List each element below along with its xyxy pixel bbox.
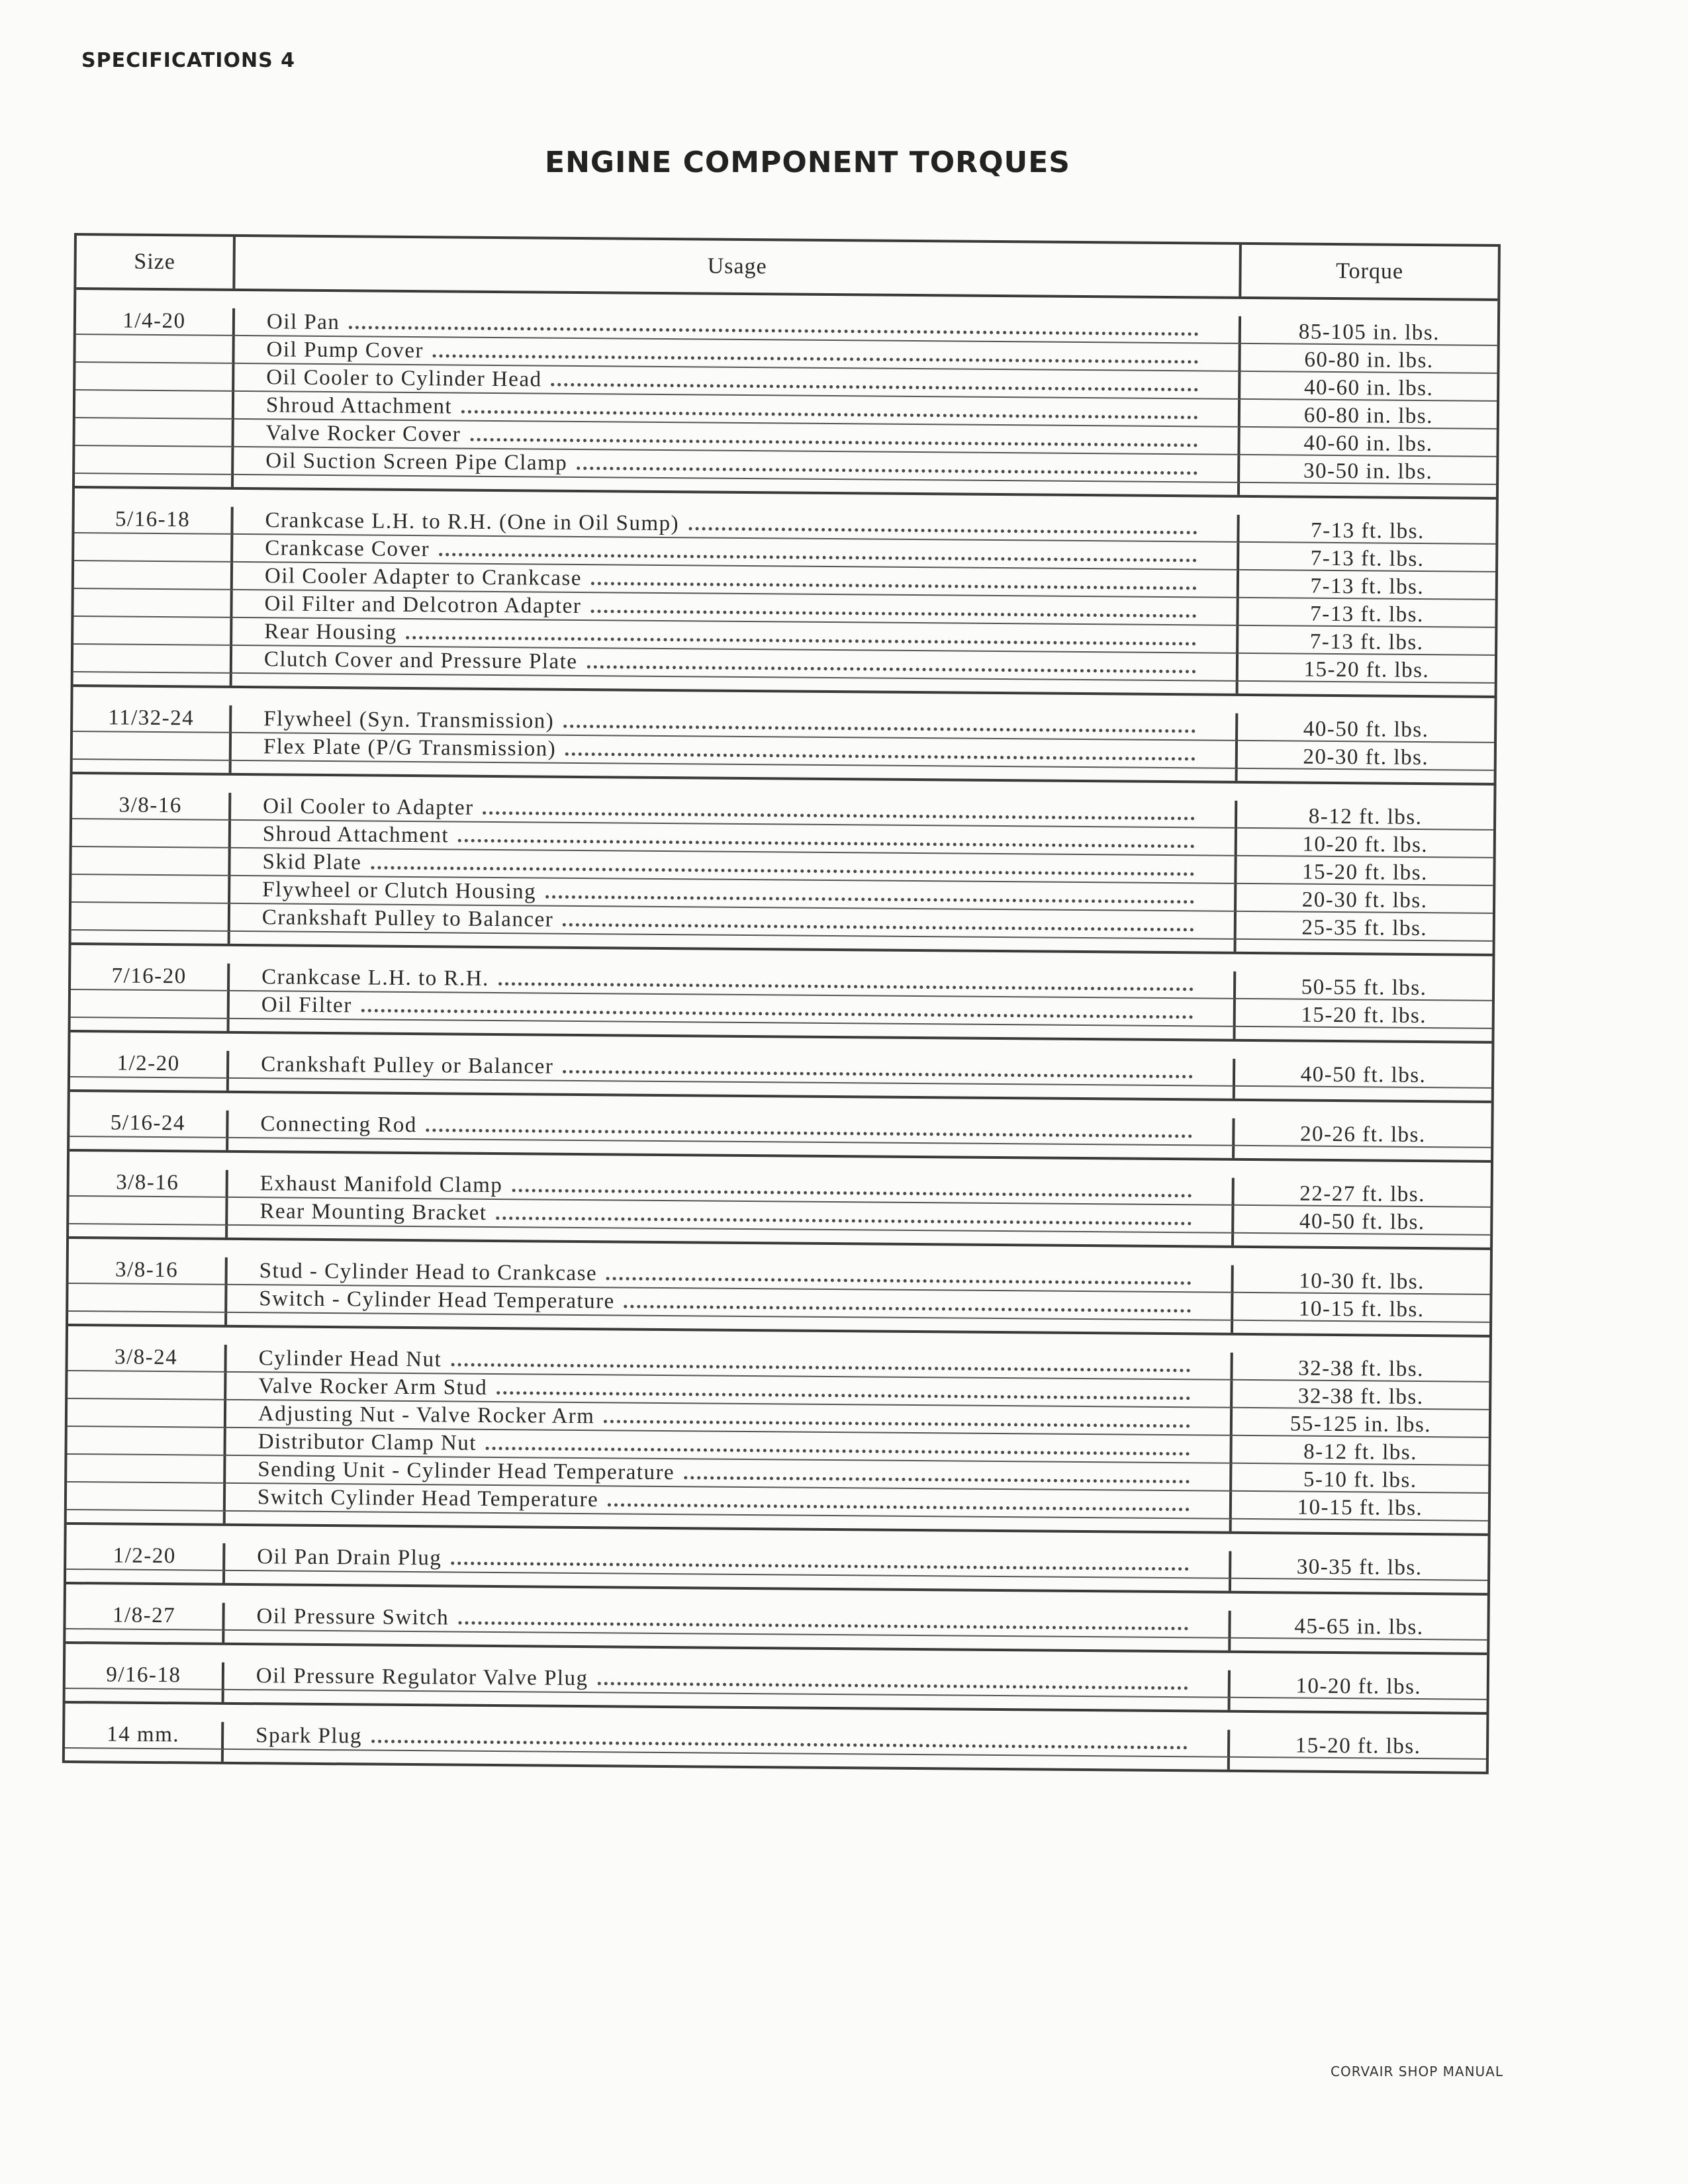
spacer-cell <box>68 1312 227 1325</box>
torque-cell: 32-38 ft. lbs. <box>1233 1381 1489 1410</box>
size-cell: 14 mm. <box>65 1721 224 1750</box>
torque-cell: 40-50 ft. lbs. <box>1238 713 1494 743</box>
size-cell <box>67 1482 226 1512</box>
torque-cell: 40-50 ft. lbs. <box>1235 1059 1491 1089</box>
usage-label: Crankcase L.H. to R.H. <box>261 964 490 991</box>
usage-label: Oil Filter <box>261 992 352 1017</box>
spacer-cell <box>71 931 230 944</box>
page-footer: CORVAIR SHOP MANUAL <box>1331 2064 1504 2079</box>
column-header-usage: Usage <box>235 237 1242 296</box>
size-cell <box>71 875 230 904</box>
usage-label: Distributor Clamp Nut <box>258 1429 477 1455</box>
dot-leader <box>451 1345 1191 1372</box>
usage-label: Crankshaft Pulley to Balancer <box>261 905 554 932</box>
torque-cell: 40-60 in. lbs. <box>1241 372 1497 402</box>
size-cell <box>75 418 234 447</box>
usage-label: Adjusting Nut - Valve Rocker Arm <box>258 1401 595 1428</box>
size-group <box>66 1525 1488 1596</box>
usage-label: Oil Pressure Switch <box>256 1604 449 1630</box>
torque-cell: 10-20 ft. lbs. <box>1237 829 1493 858</box>
dot-leader <box>458 1603 1189 1630</box>
usage-label: Crankshaft Pulley or Balancer <box>261 1052 554 1079</box>
size-cell <box>74 533 233 563</box>
spacer-cell <box>70 1137 228 1150</box>
dot-leader <box>483 793 1195 820</box>
usage-label: Crankcase Cover <box>265 535 430 561</box>
torque-cell: 8-12 ft. lbs. <box>1237 801 1493 831</box>
size-cell: 3/8-16 <box>72 792 231 821</box>
spacer-cell <box>70 1077 229 1091</box>
dot-leader <box>512 1170 1192 1197</box>
torque-cell: 15-20 ft. lbs. <box>1236 999 1492 1029</box>
dot-leader <box>371 1722 1188 1749</box>
size-cell <box>72 819 231 848</box>
usage-label: Oil Suction Screen Pipe Clamp <box>265 448 568 475</box>
spacer-cell <box>73 760 232 773</box>
usage-label: Valve Rocker Arm Stud <box>258 1373 488 1400</box>
torque-cell: 30-50 in. lbs. <box>1240 455 1496 485</box>
size-group <box>66 1644 1487 1715</box>
usage-label: Connecting Rod <box>260 1111 417 1137</box>
size-group <box>70 1092 1491 1163</box>
size-cell <box>68 1399 226 1428</box>
torque-cell: 5-10 ft. lbs. <box>1232 1464 1488 1494</box>
spacer-cell <box>66 1629 224 1643</box>
usage-label: Oil Pan <box>266 309 340 334</box>
dot-leader <box>688 507 1197 534</box>
size-cell <box>74 561 233 590</box>
size-group <box>66 1584 1487 1655</box>
torque-cell: 40-60 in. lbs. <box>1240 428 1496 457</box>
size-group <box>71 774 1494 956</box>
torque-cell: 7-13 ft. lbs. <box>1239 570 1495 600</box>
usage-label: Oil Pan Drain Plug <box>257 1544 442 1570</box>
size-cell <box>73 645 232 674</box>
torque-cell: 55-125 in. lbs. <box>1233 1408 1489 1438</box>
size-cell <box>68 1427 226 1456</box>
torque-cell: 40-50 ft. lbs. <box>1234 1206 1490 1236</box>
size-cell <box>68 1284 227 1313</box>
usage-label: Flex Plate (P/G Transmission) <box>263 734 557 761</box>
dot-leader <box>498 964 1194 991</box>
size-cell <box>73 732 232 761</box>
usage-label: Oil Pressure Regulator Valve Plug <box>256 1663 588 1690</box>
size-group <box>68 1239 1490 1338</box>
column-header-size: Size <box>76 236 236 289</box>
size-group <box>75 290 1497 500</box>
torque-cell: 8-12 ft. lbs. <box>1232 1436 1488 1466</box>
torque-cell: 7-13 ft. lbs. <box>1239 598 1495 628</box>
size-group <box>70 1032 1492 1103</box>
usage-label: Spark Plug <box>256 1723 363 1748</box>
size-group <box>69 1152 1491 1250</box>
torque-cell: 25-35 ft. lbs. <box>1237 912 1493 942</box>
torque-cell: 10-15 ft. lbs. <box>1233 1293 1489 1323</box>
size-cell: 1/4-20 <box>76 307 235 336</box>
usage-label: Clutch Cover and Pressure Plate <box>263 647 578 674</box>
torque-cell: 22-27 ft. lbs. <box>1235 1178 1491 1208</box>
usage-label: Shroud Attachment <box>262 821 449 847</box>
usage-label: Sending Unit - Cylinder Head Temperature <box>258 1457 675 1484</box>
usage-label: Switch - Cylinder Head Temperature <box>259 1286 615 1313</box>
spacer-cell <box>69 1224 228 1238</box>
torque-cell: 7-13 ft. lbs. <box>1239 626 1495 656</box>
torque-cell: 20-30 ft. lbs. <box>1238 741 1494 771</box>
spacer-cell <box>75 474 234 487</box>
torque-cell: 15-20 ft. lbs. <box>1239 654 1495 684</box>
size-group <box>71 945 1493 1044</box>
size-cell: 7/16-20 <box>71 962 230 991</box>
torque-cell: 10-15 ft. lbs. <box>1232 1492 1488 1522</box>
size-cell <box>71 847 230 876</box>
spacer-cell <box>67 1510 226 1524</box>
dot-leader <box>349 308 1199 336</box>
size-cell <box>75 446 234 475</box>
usage-label: Oil Cooler to Adapter <box>263 794 474 820</box>
torque-cell: 60-80 in. lbs. <box>1241 344 1497 374</box>
size-cell: 3/8-16 <box>70 1169 228 1198</box>
size-cell: 11/32-24 <box>73 704 232 733</box>
size-group <box>73 687 1495 786</box>
spacer-cell <box>73 672 232 686</box>
size-cell <box>75 363 234 392</box>
spacer-cell <box>66 1689 224 1702</box>
usage-label: Valve Rocker Cover <box>265 420 461 447</box>
table-body <box>65 290 1497 1772</box>
torque-cell: 45-65 in. lbs. <box>1231 1611 1487 1641</box>
torque-cell: 15-20 ft. lbs. <box>1230 1730 1486 1760</box>
torque-cell: 7-13 ft. lbs. <box>1239 543 1495 572</box>
torque-cell: 7-13 ft. lbs. <box>1239 515 1495 545</box>
usage-label: Oil Filter and Delcotron Adapter <box>264 591 582 618</box>
column-header-torque: Torque <box>1336 258 1404 284</box>
dot-leader <box>597 1662 1188 1690</box>
usage-label: Oil Pump Cover <box>266 337 424 363</box>
size-cell: 1/2-20 <box>70 1050 229 1079</box>
size-cell <box>75 390 234 420</box>
usage-label: Exhaust Manifold Clamp <box>259 1171 503 1197</box>
size-cell: 1/2-20 <box>66 1542 225 1571</box>
spacer-cell <box>71 1018 230 1031</box>
size-group <box>73 488 1496 698</box>
size-cell: 5/16-18 <box>74 506 233 535</box>
usage-label: Crankcase L.H. to R.H. (One in Oil Sump) <box>265 508 680 535</box>
dot-leader <box>563 705 1196 733</box>
usage-label: Stud - Cylinder Head to Crankcase <box>259 1258 598 1285</box>
size-cell: 3/8-24 <box>68 1343 226 1373</box>
usage-label: Skid Plate <box>262 849 362 874</box>
size-cell <box>73 617 232 646</box>
dot-leader <box>606 1257 1192 1285</box>
usage-label: Cylinder Head Nut <box>258 1345 442 1371</box>
spacer-cell <box>66 1570 225 1583</box>
usage-label: Flywheel or Clutch Housing <box>262 877 537 904</box>
size-cell: 5/16-24 <box>70 1109 228 1138</box>
size-cell: 9/16-18 <box>66 1661 224 1690</box>
torque-table <box>62 233 1501 1774</box>
usage-label: Switch Cylinder Head Temperature <box>257 1484 599 1512</box>
size-group <box>65 1704 1487 1772</box>
torque-cell: 30-35 ft. lbs. <box>1231 1551 1487 1581</box>
usage-label: Oil Cooler to Cylinder Head <box>266 365 542 392</box>
size-cell <box>71 990 230 1019</box>
size-cell <box>75 335 234 364</box>
usage-label: Flywheel (Syn. Transmission) <box>263 706 555 733</box>
dot-leader <box>563 1051 1193 1078</box>
page-header: SPECIFICATIONS 4 <box>81 49 295 72</box>
torque-cell: 15-20 ft. lbs. <box>1237 856 1493 886</box>
torque-cell: 50-55 ft. lbs. <box>1236 972 1492 1001</box>
dot-leader <box>451 1543 1189 1570</box>
size-cell <box>73 589 232 618</box>
size-cell <box>68 1371 226 1400</box>
torque-cell: 32-38 ft. lbs. <box>1233 1353 1489 1383</box>
torque-cell: 20-30 ft. lbs. <box>1237 884 1493 914</box>
torque-cell: 10-30 ft. lbs. <box>1233 1265 1489 1295</box>
size-cell: 3/8-16 <box>69 1256 228 1285</box>
usage-label: Shroud Attachment <box>265 392 453 418</box>
torque-cell: 85-105 in. lbs. <box>1241 316 1497 346</box>
page-title: ENGINE COMPONENT TORQUES <box>545 146 1070 179</box>
size-cell <box>67 1455 226 1484</box>
torque-cell: 10-20 ft. lbs. <box>1231 1670 1487 1700</box>
size-cell <box>69 1197 228 1226</box>
size-group <box>67 1326 1489 1536</box>
dot-leader <box>426 1111 1193 1138</box>
usage-label: Rear Mounting Bracket <box>259 1199 487 1225</box>
torque-cell: 60-80 in. lbs. <box>1241 400 1497 430</box>
torque-cell: 20-26 ft. lbs. <box>1235 1118 1491 1148</box>
usage-label: Oil Cooler Adapter to Crankcase <box>264 563 583 590</box>
size-cell: 1/8-27 <box>66 1602 224 1631</box>
size-cell <box>71 903 230 932</box>
spacer-cell <box>65 1749 224 1762</box>
usage-label: Rear Housing <box>264 619 397 645</box>
